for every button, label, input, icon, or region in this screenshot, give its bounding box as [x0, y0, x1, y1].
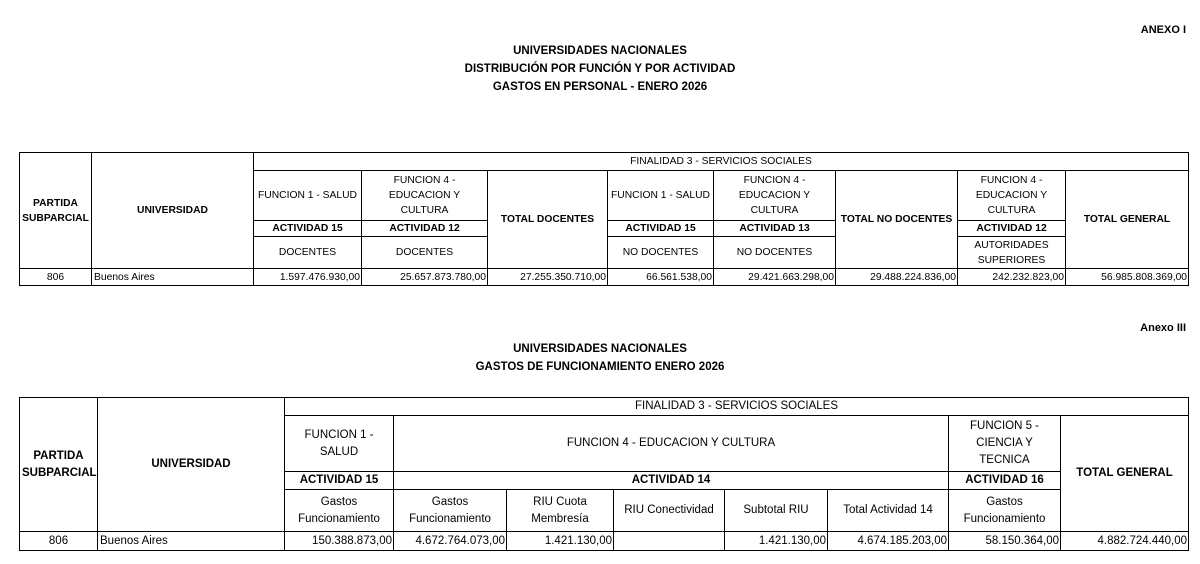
partida-cell: 806 — [20, 532, 98, 551]
actividad-header: ACTIVIDAD 14 — [394, 472, 949, 490]
funcion-header: FUNCION 1 - SALUD — [254, 171, 362, 221]
funcion-header: FUNCION 4 - EDUCACION Y CULTURA — [958, 171, 1066, 221]
value-cell: 66.561.538,00 — [608, 269, 714, 286]
partida-header: PARTIDA SUBPARCIAL — [20, 398, 98, 532]
value-cell: 27.255.350.710,00 — [488, 269, 608, 286]
funcion-header: FUNCION 1 - SALUD — [285, 416, 394, 472]
category-header: NO DOCENTES — [714, 237, 836, 269]
funcion-header: FUNCION 5 - CIENCIA Y TECNICA — [949, 416, 1061, 472]
total-general-header: TOTAL GENERAL — [1066, 171, 1189, 269]
value-cell: 1.421.130,00 — [507, 532, 614, 551]
value-cell: 29.488.224.836,00 — [836, 269, 958, 286]
finalidad-header: FINALIDAD 3 - SERVICIOS SOCIALES — [285, 398, 1189, 416]
title-line: GASTOS DE FUNCIONAMIENTO ENERO 2026 — [475, 361, 725, 373]
value-cell: 242.232.823,00 — [958, 269, 1066, 286]
actividad-header: ACTIVIDAD 15 — [254, 221, 362, 237]
actividad-header: ACTIVIDAD 15 — [608, 221, 714, 237]
category-header: Total Actividad 14 — [828, 490, 949, 532]
category-header: Gastos Funcionamiento — [949, 490, 1061, 532]
universidad-cell: Buenos Aires — [98, 532, 285, 551]
total-docentes-header: TOTAL DOCENTES — [488, 171, 608, 269]
category-header: Gastos Funcionamiento — [394, 490, 507, 532]
value-cell — [614, 532, 725, 551]
value-cell: 29.421.663.298,00 — [714, 269, 836, 286]
title-line: UNIVERSIDADES NACIONALES — [513, 45, 687, 57]
title-line: UNIVERSIDADES NACIONALES — [513, 343, 687, 355]
partida-cell: 806 — [20, 269, 92, 286]
category-header: DOCENTES — [362, 237, 488, 269]
funcion-header: FUNCION 4 - EDUCACION Y CULTURA — [362, 171, 488, 221]
funcion-header: FUNCION 4 - EDUCACION Y CULTURA — [714, 171, 836, 221]
universidad-header: UNIVERSIDAD — [98, 398, 285, 532]
funcion-header: FUNCION 1 - SALUD — [608, 171, 714, 221]
funcion-header: FUNCION 4 - EDUCACION Y CULTURA — [394, 416, 949, 472]
category-header: Gastos Funcionamiento — [285, 490, 394, 532]
value-cell: 4.672.764.073,00 — [394, 532, 507, 551]
category-header: DOCENTES — [254, 237, 362, 269]
table-row — [20, 532, 1189, 551]
category-header: AUTORIDADES SUPERIORES — [958, 237, 1066, 269]
total-general-header: TOTAL GENERAL — [1061, 416, 1189, 532]
actividad-header: ACTIVIDAD 15 — [285, 472, 394, 490]
category-header: NO DOCENTES — [608, 237, 714, 269]
universidad-cell: Buenos Aires — [92, 269, 254, 286]
actividad-header: ACTIVIDAD 12 — [362, 221, 488, 237]
table-row — [20, 269, 1189, 286]
category-header: Subtotal RIU — [725, 490, 828, 532]
title-line: GASTOS EN PERSONAL - ENERO 2026 — [492, 81, 708, 93]
total-no-docentes-header: TOTAL NO DOCENTES — [836, 171, 958, 269]
actividad-header: ACTIVIDAD 16 — [949, 472, 1061, 490]
report-title — [0, 340, 1200, 376]
value-cell: 58.150.364,00 — [949, 532, 1061, 551]
operating-expenses-table — [19, 397, 1189, 551]
universidad-header: UNIVERSIDAD — [92, 153, 254, 269]
personal-expenses-table — [19, 152, 1189, 286]
value-cell: 1.421.130,00 — [725, 532, 828, 551]
actividad-header: ACTIVIDAD 12 — [958, 221, 1066, 237]
finalidad-header: FINALIDAD 3 - SERVICIOS SOCIALES — [254, 153, 1189, 171]
value-cell: 56.985.808.369,00 — [1066, 269, 1189, 286]
category-header: RIU Conectividad — [614, 490, 725, 532]
annex-label: Anexo III — [1140, 322, 1186, 334]
value-cell: 150.388.873,00 — [285, 532, 394, 551]
actividad-header: ACTIVIDAD 13 — [714, 221, 836, 237]
report-title — [0, 42, 1200, 96]
value-cell: 4.882.724.440,00 — [1061, 532, 1189, 551]
value-cell: 1.597.476.930,00 — [254, 269, 362, 286]
annex-label: ANEXO I — [1140, 24, 1186, 36]
value-cell: 4.674.185.203,00 — [828, 532, 949, 551]
category-header: RIU Cuota Membresía — [507, 490, 614, 532]
value-cell: 25.657.873.780,00 — [362, 269, 488, 286]
title-line: DISTRIBUCIÓN POR FUNCIÓN Y POR ACTIVIDAD — [464, 63, 736, 75]
partida-header: PARTIDA SUBPARCIAL — [20, 153, 92, 269]
